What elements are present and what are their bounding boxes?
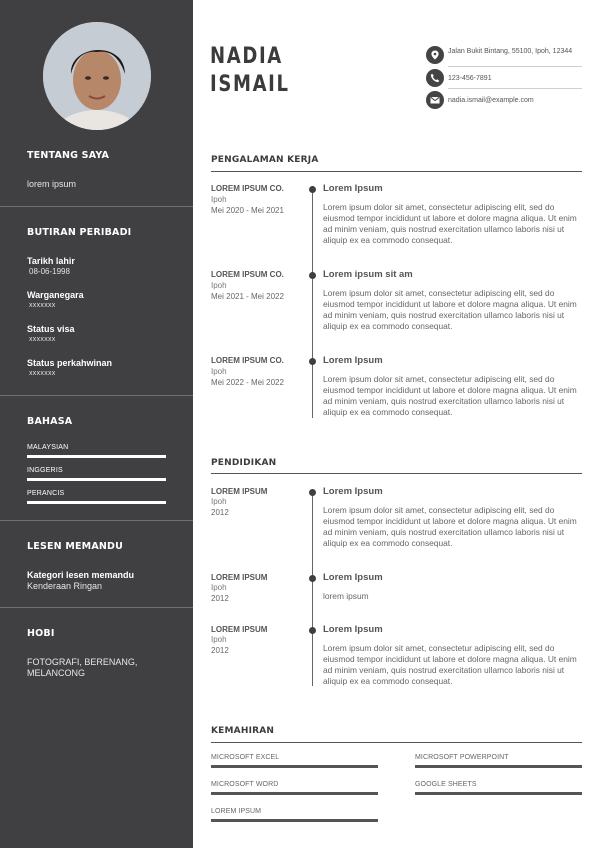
about-title: TENTANG SAYA [27, 150, 110, 161]
section-rule [211, 473, 582, 474]
qualification-description: Lorem ipsum dolor sit amet, consectetur adipiscing elit, sed do eiusmod tempor incididunt ut labore et dolore magna aliqua. Ut enim ad minim veniam, quis nostrud exercitation ullamco laboris nisi ut aliquip ex ea commodo consequat. [323, 505, 577, 548]
visa-status-value: xxxxxxx [29, 336, 56, 343]
personal-details-title: BUTIRAN PERIBADI [27, 227, 132, 238]
hobbies-line: FOTOGRAFI, BERENANG, [27, 657, 138, 667]
qualification-title: Lorem Ipsum [323, 572, 383, 583]
timeline-dot [309, 489, 316, 496]
sidebar-divider [0, 607, 193, 608]
contact-divider [448, 66, 582, 67]
contact-divider [448, 88, 582, 89]
qualification-description: lorem ipsum [323, 591, 369, 601]
language-level-bar [27, 455, 166, 458]
hobbies-title: HOBI [27, 628, 55, 639]
employment-date: Mei 2021 - Mei 2022 [211, 292, 284, 301]
graduation-year: 2012 [211, 646, 229, 655]
school-name: LOREM IPSUM [211, 487, 268, 496]
phone-text: 123-456-7891 [448, 75, 492, 82]
language-label: PERANCIS [27, 490, 65, 497]
education-title: PENDIDIKAN [211, 458, 277, 468]
sidebar [0, 0, 193, 848]
timeline-dot [309, 186, 316, 193]
email-text: nadia.ismail@example.com [448, 97, 534, 104]
skill-label: MICROSOFT WORD [211, 781, 279, 788]
marital-status-value: xxxxxxx [29, 370, 56, 377]
license-title: LESEN MEMANDU [27, 541, 124, 552]
skill-label: LOREM IPSUM [211, 808, 262, 815]
license-category-value: Kenderaan Ringan [27, 581, 103, 591]
education-timeline [312, 489, 313, 686]
birthdate-value: 08-06-1998 [29, 267, 70, 276]
phone-icon [426, 69, 444, 87]
license-category-label: Kategori lesen memandu [27, 570, 135, 580]
address-text: Jalan Bukit Bintang, 55100, Ipoh, 12344 [448, 48, 573, 55]
employment-date: Mei 2020 - Mei 2021 [211, 206, 284, 215]
language-label: MALAYSIAN [27, 444, 69, 451]
employer-name: LOREM IPSUM CO. [211, 356, 284, 365]
language-label: INGGERIS [27, 467, 63, 474]
section-rule [211, 742, 582, 743]
employer-name: LOREM IPSUM CO. [211, 270, 284, 279]
hobbies-line: MELANCONG [27, 668, 86, 678]
email-icon [426, 91, 444, 109]
languages-title: BAHASA [27, 416, 73, 427]
birthdate-label: Tarikh lahir [27, 256, 75, 266]
skill-label: GOOGLE SHEETS [415, 781, 477, 788]
school-location: Ipoh [211, 497, 227, 506]
about-text: lorem ipsum [27, 179, 77, 189]
sidebar-divider [0, 206, 193, 207]
skill-label: MICROSOFT POWERPOINT [415, 754, 509, 761]
experience-timeline [312, 186, 313, 418]
job-title: Lorem Ipsum [323, 355, 383, 366]
visa-status-label: Status visa [27, 324, 75, 334]
school-location: Ipoh [211, 635, 227, 644]
skill-level-bar [415, 765, 582, 768]
qualification-title: Lorem Ipsum [323, 486, 383, 497]
job-description: Lorem ipsum dolor sit amet, consectetur adipiscing elit, sed do eiusmod tempor incididunt ut labore et dolore magna aliqua. Ut enim ad minim veniam, quis nostrud exercitation ullamco laboris nisi ut aliquip ex ea commodo consequat. [323, 288, 577, 331]
last-name: ISMAIL [210, 72, 290, 97]
timeline-dot [309, 358, 316, 365]
employer-location: Ipoh [211, 367, 227, 376]
skills-title: KEMAHIRAN [211, 726, 275, 736]
job-title: Lorem ipsum sit am [323, 269, 413, 280]
location-pin-icon [426, 46, 444, 64]
employment-date: Mei 2022 - Mei 2022 [211, 378, 284, 387]
sidebar-divider [0, 520, 193, 521]
section-rule [211, 171, 582, 172]
timeline-dot [309, 575, 316, 582]
job-description: Lorem ipsum dolor sit amet, consectetur adipiscing elit, sed do eiusmod tempor incididunt ut labore et dolore magna aliqua. Ut enim ad minim veniam, quis nostrud exercitation ullamco laboris nisi ut aliquip ex ea commodo consequat. [323, 374, 577, 417]
experience-title: PENGALAMAN KERJA [211, 155, 319, 165]
citizenship-value: xxxxxxx [29, 302, 56, 309]
profile-photo [43, 22, 151, 130]
skill-level-bar [211, 765, 378, 768]
timeline-dot [309, 272, 316, 279]
skill-label: MICROSOFT EXCEL [211, 754, 280, 761]
skill-level-bar [211, 792, 378, 795]
job-title: Lorem Ipsum [323, 183, 383, 194]
language-level-bar [27, 501, 166, 504]
language-level-bar [27, 478, 166, 481]
qualification-description: Lorem ipsum dolor sit amet, consectetur adipiscing elit, sed do eiusmod tempor incididunt ut labore et dolore magna aliqua. Ut enim ad minim veniam, quis nostrud exercitation ullamco laboris nisi ut aliquip ex ea commodo consequat. [323, 643, 577, 686]
graduation-year: 2012 [211, 594, 229, 603]
citizenship-label: Warganegara [27, 290, 84, 300]
qualification-title: Lorem Ipsum [323, 624, 383, 635]
sidebar-divider [0, 395, 193, 396]
first-name: NADIA [210, 44, 283, 69]
skill-level-bar [211, 819, 378, 822]
school-location: Ipoh [211, 583, 227, 592]
job-description: Lorem ipsum dolor sit amet, consectetur adipiscing elit, sed do eiusmod tempor incididunt ut labore et dolore magna aliqua. Ut enim ad minim veniam, quis nostrud exercitation ullamco laboris nisi ut aliquip ex ea commodo consequat. [323, 202, 577, 245]
skill-level-bar [415, 792, 582, 795]
timeline-dot [309, 627, 316, 634]
employer-name: LOREM IPSUM CO. [211, 184, 284, 193]
employer-location: Ipoh [211, 195, 227, 204]
marital-status-label: Status perkahwinan [27, 358, 113, 368]
school-name: LOREM IPSUM [211, 573, 268, 582]
school-name: LOREM IPSUM [211, 625, 268, 634]
graduation-year: 2012 [211, 508, 229, 517]
employer-location: Ipoh [211, 281, 227, 290]
